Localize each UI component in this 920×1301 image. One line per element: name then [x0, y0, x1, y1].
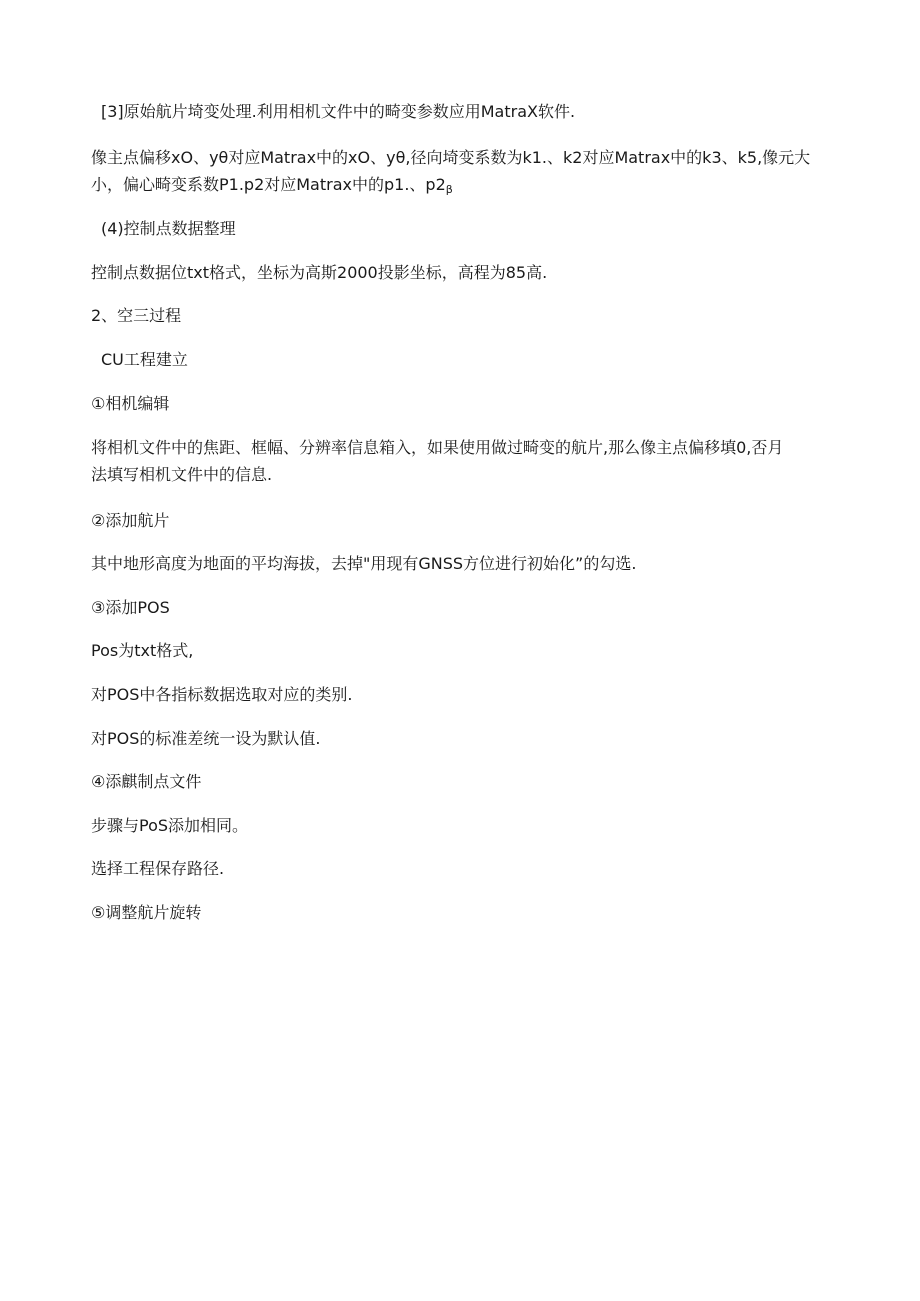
- heading-add-pos: ③添加POS: [91, 598, 170, 617]
- paragraph-principal-point-offset: 像主点偏移xO、yθ对应Matrax中的xO、yθ,径向埼变系数为k1.、k2对应Matrax中的k3、k5,像元大: [91, 148, 811, 167]
- paragraph-camera-info-2: 法填写相机文件中的信息.: [91, 465, 273, 484]
- heading-camera-edit: ①相机编辑: [91, 394, 170, 413]
- paragraph-control-point-format: 控制点数据位txt格式，坐标为高斯2000投影坐标，高程为85高.: [91, 263, 548, 282]
- heading-aerial-triangulation: 2、空三过程: [91, 306, 182, 325]
- subscript-beta: β: [445, 183, 453, 196]
- paragraph-pos-format: Pos为txt格式,: [91, 641, 194, 660]
- paragraph-distortion-processing: [3]原始航片埼变处理.利用相机文件中的畸变参数应用MatraX软件.: [101, 102, 576, 121]
- heading-add-photos: ②添加航片: [91, 511, 170, 530]
- paragraph-pos-categories: 对POS中各指标数据选取对应的类别.: [91, 685, 353, 704]
- heading-adjust-rotation: ⑤调整航片旋转: [91, 903, 202, 922]
- paragraph-decentering-text: 小，偏心畸变系数P1.p2对应Matrax中的p1.、p2: [91, 175, 446, 194]
- paragraph-camera-info-1: 将相机文件中的焦距、框幅、分辨率信息箱入，如果使用做过畸变的航片,那么像主点偏移填0,否月: [91, 438, 784, 457]
- paragraph-decentering-distortion: [91, 171, 826, 203]
- paragraph-save-path: 选择工程保存路径.: [91, 859, 225, 878]
- paragraph-pos-std-dev: 对POS的标准差统一设为默认值.: [91, 729, 321, 748]
- heading-control-point-data: (4)控制点数据整理: [101, 219, 236, 238]
- heading-add-control-file: ④添麒制点文件: [91, 772, 202, 791]
- paragraph-same-steps: 步骤与PoS添加相同。: [91, 816, 249, 835]
- paragraph-terrain-height: 其中地形高度为地面的平均海拔，去掉"用现有GNSS方位进行初始化”的勾选.: [91, 554, 637, 573]
- heading-project-setup: CU工程建立: [101, 350, 188, 369]
